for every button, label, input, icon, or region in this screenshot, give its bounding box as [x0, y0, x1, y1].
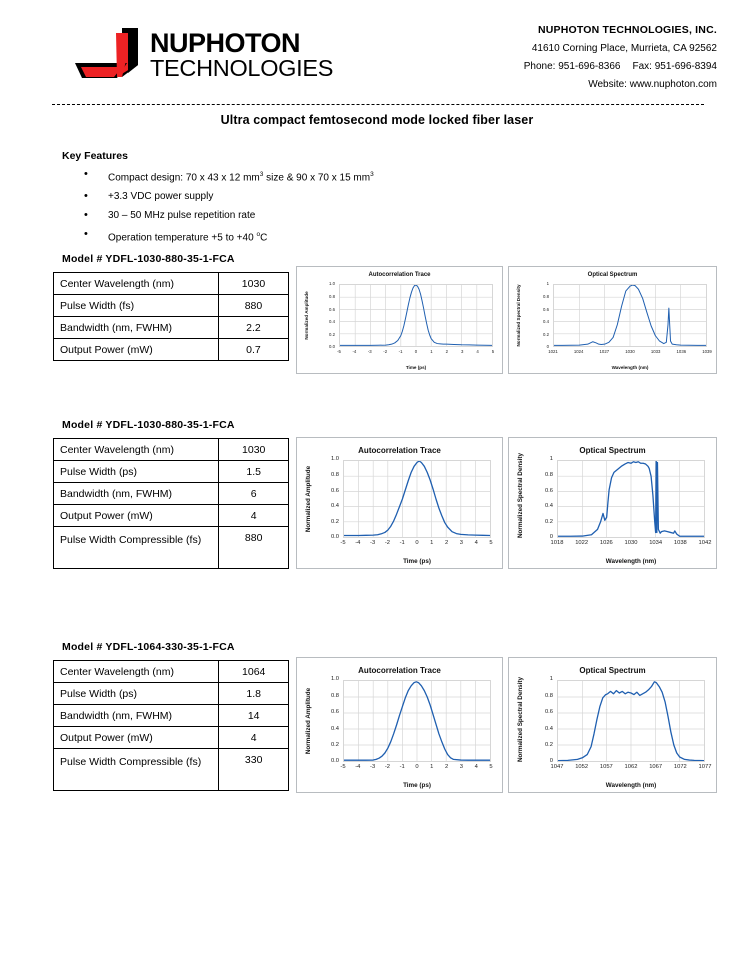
chart-x-tick: 1026 — [599, 540, 613, 546]
spec-label: Bandwidth (nm, FWHM) — [54, 317, 219, 339]
model-heading-1: Model # YDFL-1030-880-35-1-FCA — [62, 253, 235, 265]
chart-y-tick: 0.4 — [330, 503, 339, 510]
chart-y-tick: 0.6 — [543, 306, 549, 312]
table-row — [54, 339, 289, 361]
chart-y-tick: 0.6 — [330, 709, 339, 716]
chart-y-tick: 0.6 — [329, 306, 335, 312]
chart-plot-area — [557, 460, 705, 538]
chart-y-axis-label: Normalized Amplitude — [303, 291, 309, 340]
spec-label: Pulse Width Compressible (fs) — [54, 749, 219, 791]
spec-table-1 — [53, 272, 289, 361]
chart-x-axis-label: Time (ps) — [403, 558, 431, 565]
chart-x-tick: 2 — [444, 540, 449, 546]
logo-wordmark — [150, 28, 334, 81]
chart-y-tick: 0.8 — [330, 472, 339, 478]
company-website: Website: www.nuphoton.com — [588, 79, 717, 90]
chart-x-tick: -4 — [352, 349, 357, 354]
chart-y-tick: 1.0 — [330, 456, 339, 463]
chart-y-tick: 0.6 — [330, 487, 339, 494]
chart-x-tick: 1042 — [698, 540, 712, 546]
company-phone-fax — [524, 61, 717, 72]
chart-x-tick: 1027 — [599, 349, 610, 354]
chart-x-tick: 1 — [430, 540, 434, 546]
spec-label: Pulse Width Compressible (fs) — [54, 527, 219, 569]
chart-autocorrelation-1 — [296, 266, 503, 374]
table-row — [54, 705, 289, 727]
feature-text: Compact design: 70 x 43 x 12 mm — [108, 172, 260, 184]
chart-x-tick: -4 — [355, 764, 361, 770]
table-row — [54, 683, 289, 705]
spec-label: Center Wavelength (nm) — [54, 661, 219, 683]
feature-sup-2: 3 — [370, 171, 374, 178]
chart-x-tick: -2 — [384, 764, 390, 770]
feature-text-mid: size & 90 x 70 x 15 mm — [263, 172, 371, 184]
chart-x-tick: -5 — [340, 540, 346, 546]
spec-value: 4 — [219, 727, 289, 749]
chart-y-tick: 0.8 — [544, 692, 553, 699]
chart-x-axis-label: Time (ps) — [405, 365, 427, 370]
chart-x-tick: 0 — [414, 349, 418, 354]
chart-x-tick: 2 — [445, 349, 448, 354]
chart-y-tick: 0.2 — [329, 331, 335, 337]
table-row — [54, 727, 289, 749]
spec-label: Output Power (mW) — [54, 339, 219, 361]
chart-inner — [509, 438, 716, 568]
chart-x-tick: 5 — [489, 540, 493, 546]
chart-y-tick: 0.8 — [544, 472, 553, 478]
chart-x-tick: 1038 — [673, 540, 687, 546]
page-title: Ultra compact femtosecond mode locked fiber laser — [220, 113, 534, 127]
chart-x-tick: 1034 — [649, 540, 663, 546]
chart-plot-area — [343, 680, 491, 762]
company-phone: Phone: 951-696-8366 — [523, 61, 621, 72]
spec-label: Output Power (mW) — [54, 505, 219, 527]
chart-y-tick: 0.2 — [543, 331, 549, 337]
table-row — [54, 439, 289, 461]
chart-autocorrelation-3 — [296, 657, 503, 793]
spec-table-2 — [53, 438, 289, 569]
spec-value: 2.2 — [218, 317, 288, 339]
chart-title: Optical Spectrum — [587, 272, 638, 278]
chart-x-tick: -2 — [383, 349, 388, 354]
chart-title: Autocorrelation Trace — [368, 272, 431, 278]
chart-autocorrelation-2 — [296, 437, 503, 569]
chart-x-tick: 2 — [444, 764, 449, 770]
key-features-section — [62, 150, 582, 252]
chart-x-axis-label: Wavelength (nm) — [605, 782, 657, 789]
list-item — [62, 229, 582, 244]
chart-y-tick: 0.0 — [330, 758, 339, 765]
list-item — [62, 210, 582, 222]
chart-x-tick: 1057 — [599, 764, 613, 770]
feature-sup: 3 — [259, 171, 264, 178]
chart-x-tick: 1021 — [548, 349, 558, 354]
table-row — [54, 273, 289, 295]
chart-inner — [509, 267, 716, 373]
chart-x-tick: 1052 — [575, 764, 589, 770]
chart-x-tick: 1 — [430, 764, 434, 770]
key-features-list — [62, 169, 582, 245]
chart-x-tick: 3 — [460, 349, 464, 354]
chart-title: Autocorrelation Trace — [358, 666, 441, 675]
chart-plot-area — [339, 284, 493, 347]
chart-y-tick: 0.8 — [330, 692, 339, 699]
spec-label: Pulse Width (ps) — [54, 461, 219, 483]
company-address: 41610 Corning Place, Murrieta, CA 92562 — [531, 43, 717, 54]
chart-y-tick: 1.0 — [330, 676, 339, 683]
chart-x-tick: 3 — [459, 764, 463, 770]
model-heading-2: Model # YDFL-1030-880-35-1-FCA — [62, 419, 235, 431]
spec-value: 330 — [219, 749, 289, 791]
chart-x-tick: -5 — [340, 764, 346, 770]
chart-title: Optical Spectrum — [579, 666, 646, 675]
chart-x-tick: -2 — [384, 540, 390, 546]
spec-label: Output Power (mW) — [54, 727, 219, 749]
chart-x-tick: 1 — [430, 349, 433, 354]
chart-y-axis-label: Normalized Spectral Density — [517, 452, 525, 538]
chart-x-tick: -3 — [370, 540, 376, 546]
chart-y-tick: 0.2 — [544, 518, 553, 525]
chart-x-axis-label: Wavelength (nm) — [605, 558, 657, 565]
chart-x-tick: -4 — [355, 540, 361, 546]
chart-y-tick: 0 — [549, 758, 553, 765]
chart-y-tick: 0.6 — [544, 487, 553, 494]
chart-y-tick: 0.6 — [544, 709, 553, 716]
spec-value: 1064 — [219, 661, 289, 683]
chart-y-tick: 0.4 — [543, 319, 549, 325]
spec-label: Center Wavelength (nm) — [54, 439, 219, 461]
spec-label: Pulse Width (ps) — [54, 683, 219, 705]
chart-plot-area — [557, 680, 705, 762]
nuphoton-logo-mark — [72, 27, 150, 85]
chart-x-tick: 1039 — [702, 349, 712, 354]
logo-line-1: NUPHOTON — [150, 28, 301, 58]
chart-x-tick: -3 — [367, 349, 372, 354]
chart-y-tick: 1 — [549, 676, 553, 683]
table-row — [54, 661, 289, 683]
chart-x-axis-label: Wavelength (nm) — [611, 365, 649, 370]
feature-text: +3.3 VDC power supply — [108, 191, 214, 203]
chart-y-tick: 1 — [549, 456, 553, 463]
chart-x-tick: 1030 — [624, 540, 638, 546]
page-header — [0, 0, 754, 100]
chart-x-tick: 5 — [491, 349, 495, 354]
chart-x-tick: 1036 — [676, 349, 687, 354]
spec-value: 880 — [219, 527, 289, 569]
spec-value: 0.7 — [218, 339, 288, 361]
chart-x-tick: 5 — [489, 764, 493, 770]
chart-y-tick: 0.8 — [329, 293, 335, 299]
table-row — [54, 505, 289, 527]
spec-value: 1030 — [218, 273, 288, 295]
list-item — [62, 169, 582, 184]
chart-x-tick: 1062 — [624, 764, 638, 770]
model-heading-3: Model # YDFL-1064-330-35-1-FCA — [62, 641, 235, 653]
spec-label: Center Wavelength (nm) — [54, 273, 219, 295]
chart-inner — [297, 438, 502, 568]
chart-x-tick: -1 — [399, 764, 405, 770]
spec-value: 1.8 — [219, 683, 289, 705]
spec-value: 1.5 — [219, 461, 289, 483]
chart-plot-area — [553, 284, 707, 347]
chart-x-tick: 1077 — [698, 764, 712, 770]
chart-x-tick: 1018 — [550, 540, 564, 546]
spec-table-3 — [53, 660, 289, 791]
chart-y-tick: 0.4 — [544, 725, 553, 732]
chart-y-tick: 1 — [546, 281, 549, 287]
header-divider — [52, 104, 704, 105]
chart-y-tick: 0.0 — [330, 534, 339, 541]
chart-y-tick: 0.4 — [330, 725, 339, 732]
feature-sup: o — [256, 231, 261, 239]
chart-y-tick: 0.2 — [330, 518, 339, 525]
chart-x-tick: 3 — [459, 540, 463, 546]
chart-x-tick: 0 — [415, 764, 419, 770]
chart-y-axis-label: Normalized Amplitude — [305, 687, 313, 755]
chart-x-tick: -1 — [399, 540, 405, 546]
spec-label: Pulse Width (fs) — [54, 295, 219, 317]
table-row — [54, 317, 289, 339]
chart-y-tick: 0.2 — [544, 742, 553, 748]
chart-x-axis-label: Time (ps) — [403, 782, 431, 789]
chart-x-tick: 1030 — [625, 349, 635, 354]
company-fax: Fax: 951-696-8394 — [632, 61, 717, 72]
chart-x-tick: 1067 — [649, 764, 663, 770]
chart-x-tick: 1022 — [575, 540, 589, 546]
chart-inner — [297, 658, 502, 792]
chart-x-tick: 1033 — [650, 349, 661, 354]
chart-title: Autocorrelation Trace — [358, 446, 441, 455]
chart-y-tick: 0.2 — [330, 742, 339, 748]
spec-value: 14 — [219, 705, 289, 727]
chart-x-tick: -5 — [337, 349, 341, 354]
company-name: NUPHOTON TECHNOLOGIES, INC. — [537, 24, 717, 36]
company-contact-block — [524, 24, 717, 90]
chart-x-tick: 1047 — [550, 764, 564, 770]
chart-optical-spectrum-2 — [508, 437, 717, 569]
chart-y-axis-label: Normalized Amplitude — [305, 465, 313, 533]
chart-y-tick: 0.0 — [329, 344, 335, 350]
spec-label: Bandwidth (nm, FWHM) — [54, 705, 219, 727]
key-features-heading: Key Features — [62, 150, 128, 162]
chart-x-tick: -3 — [370, 764, 376, 770]
chart-plot-area — [343, 460, 491, 538]
chart-y-tick: 0.4 — [544, 503, 553, 510]
spec-value: 4 — [219, 505, 289, 527]
feature-text: Operation temperature +5 to +40 — [108, 232, 257, 244]
feature-text-mid: C — [260, 232, 268, 244]
chart-x-tick: 1072 — [673, 764, 687, 770]
chart-y-tick: 1.0 — [329, 281, 335, 287]
chart-y-tick: 0.4 — [329, 319, 335, 325]
chart-x-tick: 4 — [474, 764, 478, 770]
chart-y-tick: 0.8 — [543, 293, 549, 299]
chart-y-axis-label: Normalized Spectral Density — [515, 284, 521, 347]
chart-y-axis-label: Normalized Spectral Density — [517, 676, 525, 762]
chart-y-tick: 0 — [549, 534, 553, 541]
chart-optical-spectrum-3 — [508, 657, 717, 793]
chart-optical-spectrum-1 — [508, 266, 717, 374]
spec-value: 1030 — [219, 439, 289, 461]
chart-y-tick: 0 — [546, 344, 549, 350]
chart-x-tick: -1 — [398, 349, 403, 354]
chart-inner — [509, 658, 716, 792]
table-row — [54, 527, 289, 569]
chart-x-tick: 4 — [476, 349, 479, 354]
table-row — [54, 461, 289, 483]
feature-text: 30 – 50 MHz pulse repetition rate — [108, 210, 256, 222]
chart-inner — [297, 267, 502, 373]
company-logo — [72, 27, 334, 85]
table-row — [54, 483, 289, 505]
chart-x-tick: 1024 — [573, 349, 584, 354]
table-row — [54, 749, 289, 791]
chart-x-tick: 4 — [474, 540, 478, 546]
spec-value: 880 — [218, 295, 288, 317]
chart-title: Optical Spectrum — [579, 446, 646, 455]
logo-line-2: TECHNOLOGIES — [150, 55, 334, 81]
spec-label: Bandwidth (nm, FWHM) — [54, 483, 219, 505]
table-row — [54, 295, 289, 317]
list-item — [62, 191, 582, 203]
chart-x-tick: 0 — [415, 540, 419, 546]
spec-value: 6 — [219, 483, 289, 505]
